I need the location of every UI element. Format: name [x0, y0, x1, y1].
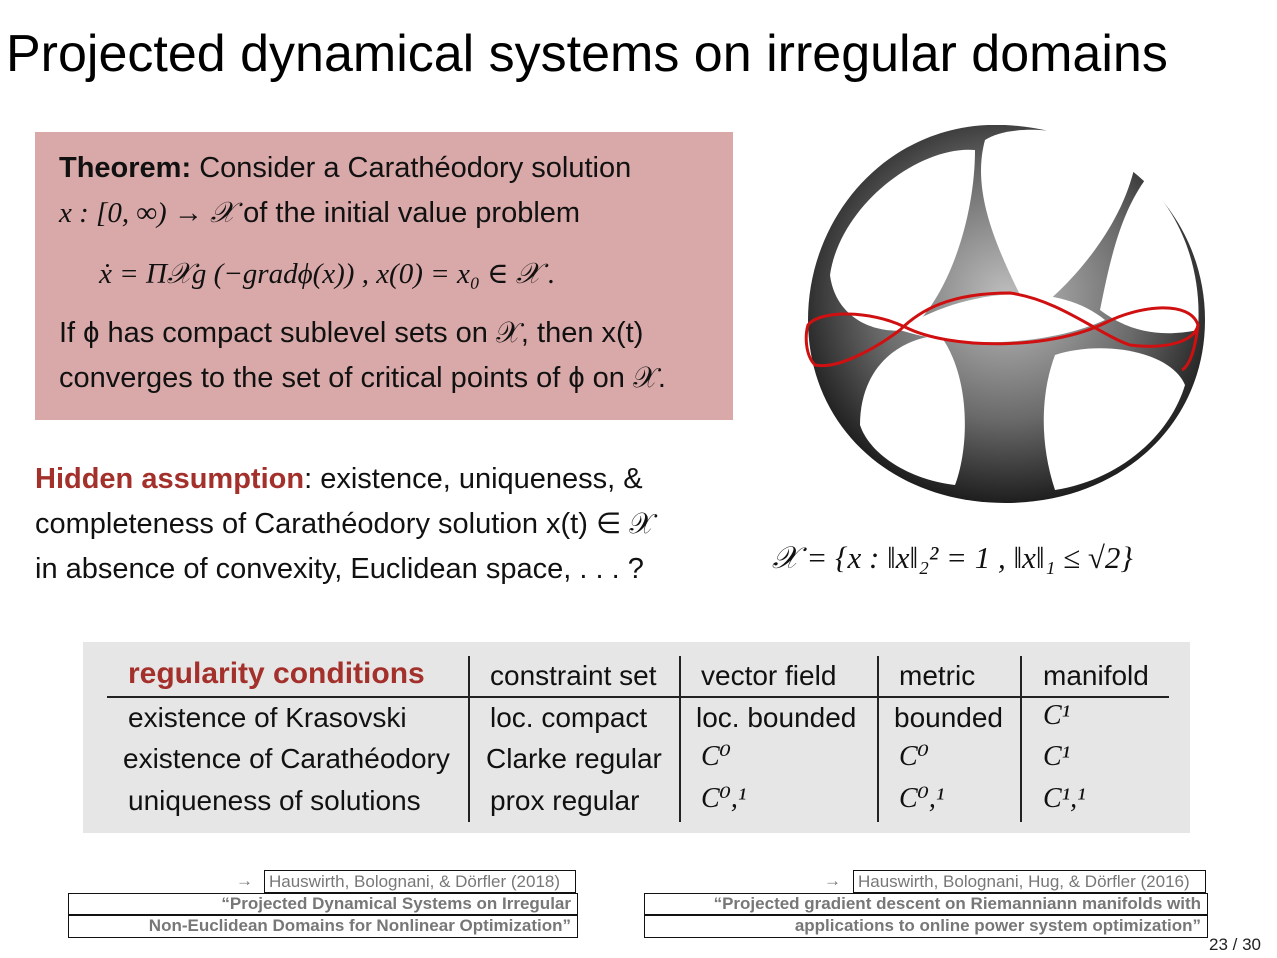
theorem-line-1 [59, 150, 631, 186]
theorem-domain-math: x : [0, ∞) → 𝒳 [59, 197, 236, 229]
table-cell: existence of Krasovski [128, 702, 407, 733]
ref1-authors: Hauswirth, Bolognani, & Dörfler (2018) [269, 872, 561, 891]
theorem-line-4: If ϕ has compact sublevel sets on 𝒳, then x(t) [59, 317, 644, 349]
table-cell: C⁰ [701, 741, 731, 772]
ref1-arrow: → [236, 871, 253, 890]
theorem-label: Theorem: [59, 152, 192, 184]
table-cell: C¹ [1043, 700, 1071, 731]
regularity-table [83, 642, 1190, 833]
ref1-title-line-2: Non-Euclidean Domains for Nonlinear Optimization” [148, 916, 571, 935]
theorem-box [35, 132, 733, 420]
table-cell: C⁰ [899, 741, 929, 772]
table-header-vector-field: vector field [701, 660, 837, 691]
set-definition: 𝒳 = {x : ‖x‖₂² = 1 , ‖x‖₁ ≤ √2} [772, 540, 1133, 575]
ref1-authors-link[interactable] [264, 870, 576, 893]
table-header-constraint: constraint set [490, 660, 657, 691]
hidden-assumption-label: Hidden assumption [35, 463, 305, 495]
white-patch-bottom-right [1044, 348, 1185, 490]
table-cell: uniqueness of solutions [128, 785, 421, 816]
table-cell: loc. compact [490, 702, 648, 733]
hidden-line1-rest: : existence, uniqueness, & [304, 463, 643, 495]
hidden-line-3: in absence of convexity, Euclidean space, . . . ? [35, 553, 644, 585]
ref2-arrow: → [824, 871, 841, 890]
theorem-line-2 [59, 195, 580, 231]
ref2-authors-link[interactable] [853, 870, 1206, 893]
table-cell: prox regular [490, 785, 640, 816]
table-cell: C¹ [1043, 741, 1071, 772]
table-cell: existence of Carathéodory [123, 743, 450, 774]
theorem-line2-text: of the initial value problem [243, 197, 581, 229]
table-header-rule [107, 696, 1169, 698]
table-cell: Clarke regular [486, 743, 662, 774]
ref1-title-link-1[interactable] [68, 893, 578, 915]
theorem-line-5: converges to the set of critical points of ϕ on 𝒳. [59, 362, 666, 394]
ref1-title-line-1: “Projected Dynamical Systems on Irregular [221, 894, 571, 913]
theorem-line1-text: Consider a Carathéodory solution [199, 152, 632, 184]
table-col-divider-3 [877, 656, 879, 822]
slide-title: Projected dynamical systems on irregular domains [6, 25, 1168, 83]
ref2-title-line-1: “Projected gradient descent on Riemanniann manifolds with [713, 894, 1201, 913]
hidden-line-1 [35, 461, 643, 497]
table-header-metric: metric [899, 660, 976, 691]
table-col-divider-2 [679, 656, 681, 822]
table-cell: loc. bounded [696, 702, 857, 733]
ref2-title-link-2[interactable] [644, 915, 1208, 938]
ref2-title-link-1[interactable] [644, 893, 1208, 915]
theorem-equation: ẋ = Π𝒳g (−gradϕ(x)) , x(0) = x₀ ∈ 𝒳 . [99, 258, 556, 290]
table-header-manifold: manifold [1043, 660, 1149, 691]
ref1-title-link-2[interactable] [68, 915, 578, 938]
table-col-divider-1 [468, 656, 470, 822]
table-col-divider-4 [1020, 656, 1022, 822]
table-cell: C⁰,¹ [701, 783, 747, 814]
ref2-title-line-2: applications to online power system optimization” [794, 916, 1201, 935]
ref2-authors: Hauswirth, Bolognani, Hug, & Dörfler (2016) [858, 872, 1190, 891]
table-header-regularity: regularity conditions [128, 657, 425, 690]
constraint-set-figure [800, 125, 1210, 505]
page-number: 23 / 30 [1209, 935, 1261, 954]
table-cell: C⁰,¹ [899, 783, 945, 814]
table-cell: bounded [894, 702, 1004, 733]
table-cell: C¹,¹ [1043, 783, 1086, 814]
hidden-line-2: completeness of Carathéodory solution x(t) ∈ 𝒳 [35, 508, 655, 540]
